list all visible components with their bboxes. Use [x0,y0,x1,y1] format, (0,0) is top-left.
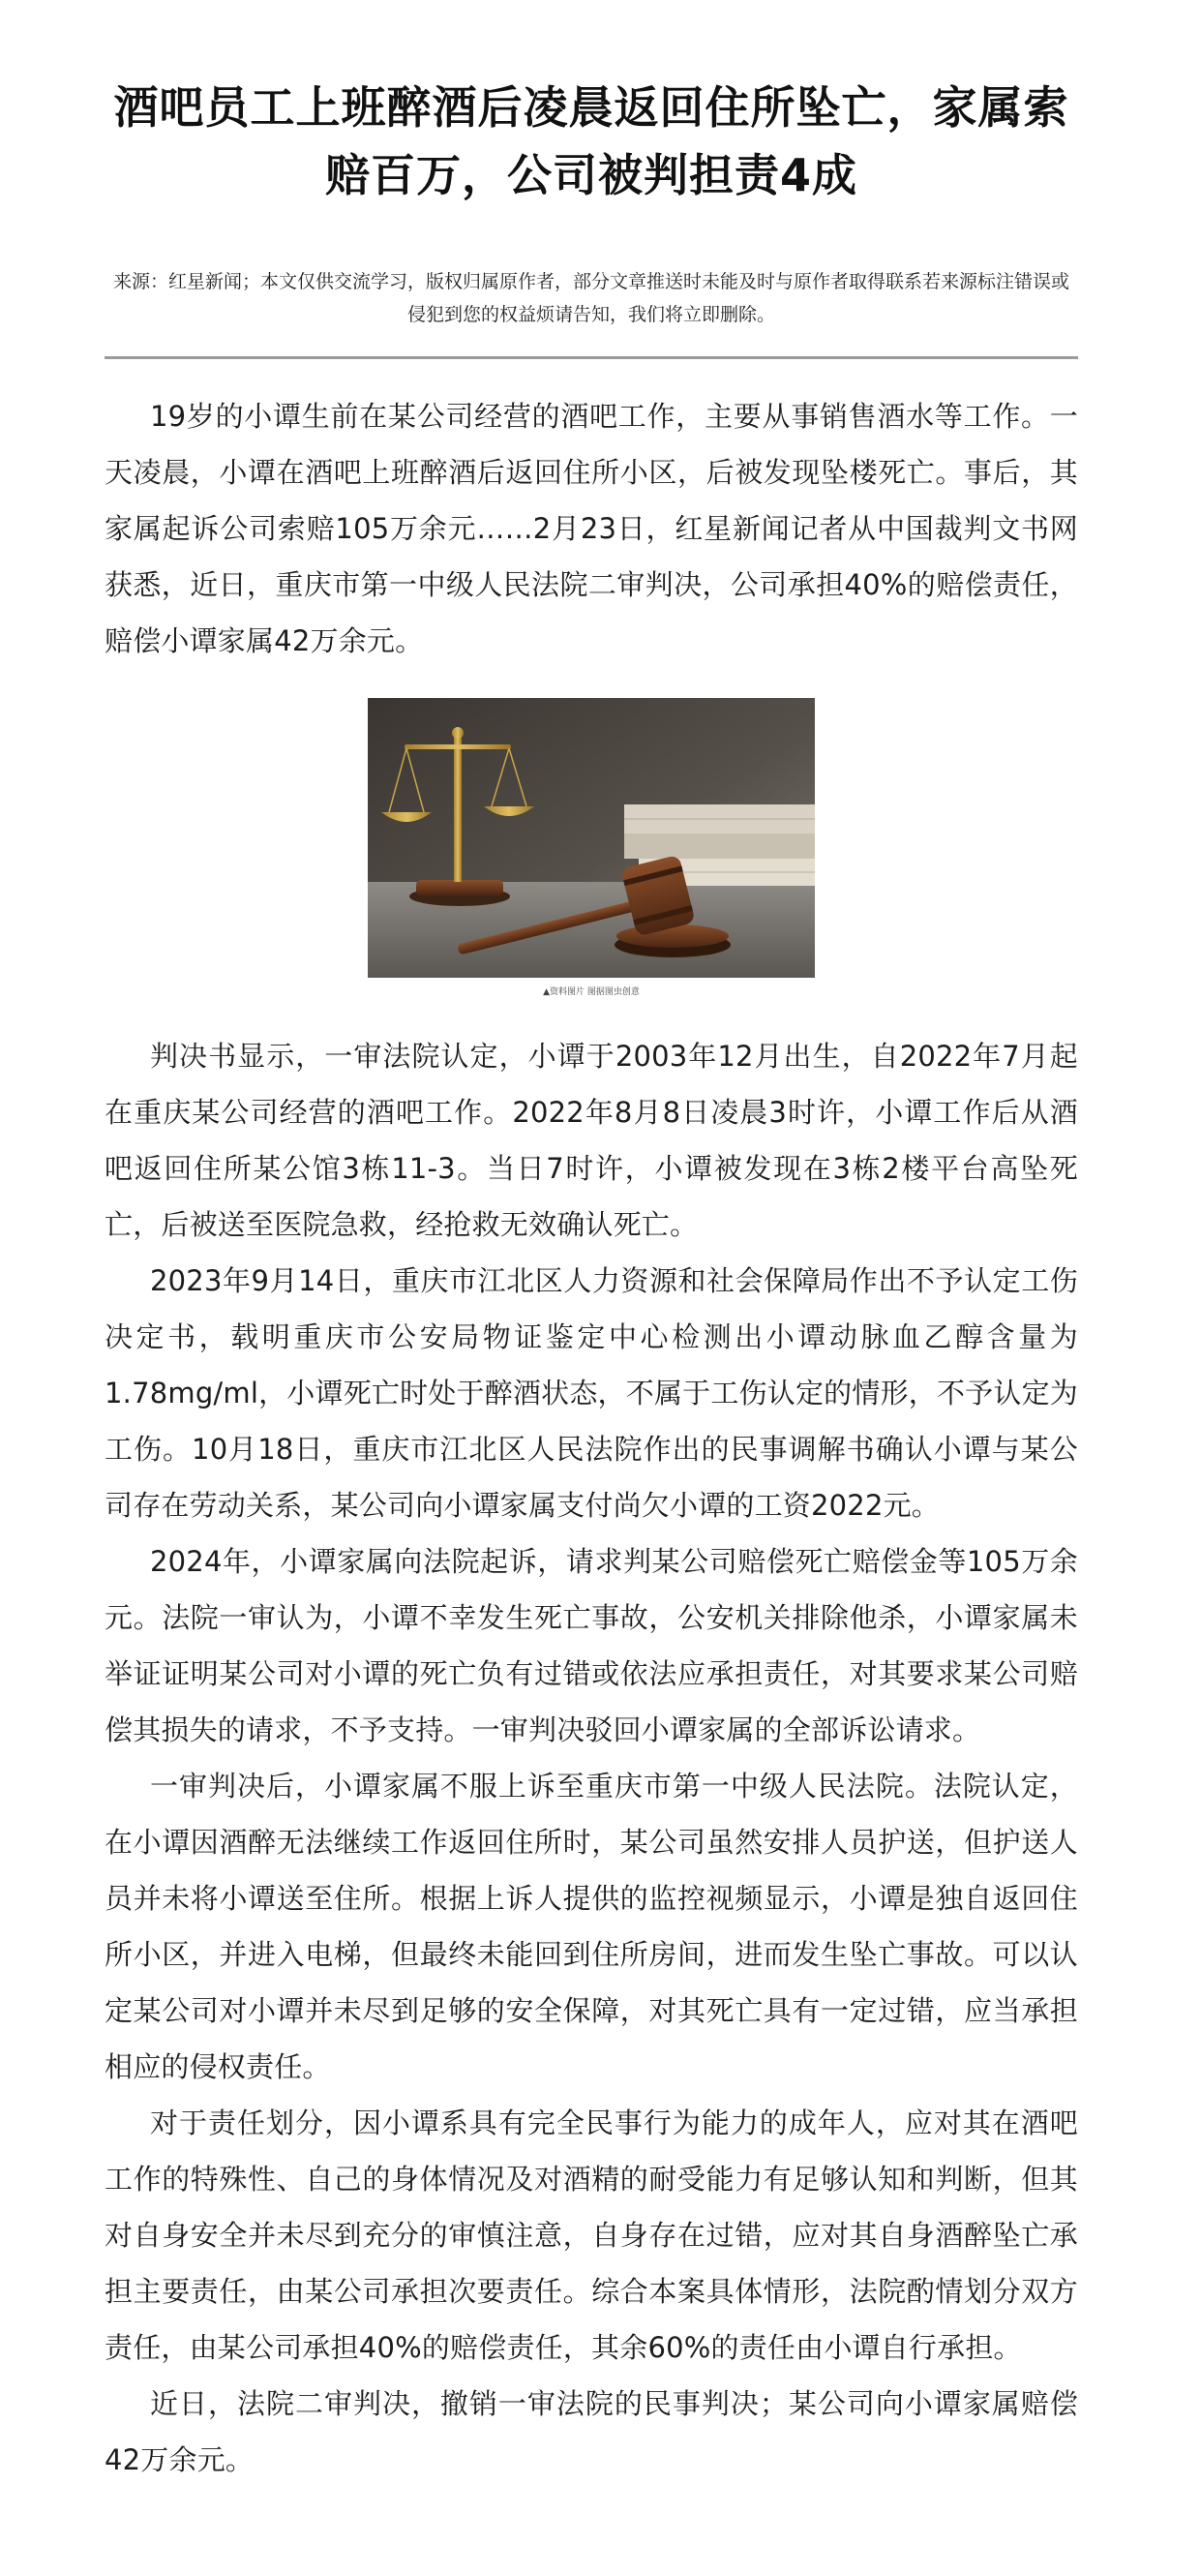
body-paragraph: 2024年，小谭家属向法院起诉，请求判某公司赔偿死亡赔偿金等105万余元。法院一审认为，小谭不幸发生死亡事故，公安机关排除他杀，小谭家属未举证证明某公司对小谭的死亡负有过错或依法应承担责任，对其要求某公司赔偿其损失的请求，不予支持。一审判决驳回小谭家属的全部诉讼请求。 [105,1545,1078,1746]
article [105,58,1078,2488]
article-figure [368,698,815,999]
scales-and-gavel-photo [368,698,815,978]
body-paragraph: 对于责任划分，因小谭系具有完全民事行为能力的成年人，应对其在酒吧工作的特殊性、自己的身体情况及对酒精的耐受能力有足够认知和判断，但其对自身安全并未尽到充分的审慎注意，自身存在过错，应对其自身酒醉坠亡承担主要责任，由某公司承担次要责任。综合本案具体情形，法院酌情划分双方责任，由某公司承担40%的赔偿责任，其余60%的责任由小谭自行承担。 [105,2106,1078,2364]
body-paragraph: 判决书显示，一审法院认定，小谭于2003年12月出生，自2022年7月起在重庆某公司经营的酒吧工作。2022年8月8日凌晨3时许，小谭工作后从酒吧返回住所某公馆3栋11-3。当日7时许，小谭被发现在3栋2楼平台高坠死亡，后被送至医院急救，经抢救无效确认死亡。 [105,1040,1078,1241]
body-paragraph: 2023年9月14日，重庆市江北区人力资源和社会保障局作出不予认定工伤决定书，载明重庆市公安局物证鉴定中心检测出小谭动脉血乙醇含量为1.78mg/ml，小谭死亡时处于醉酒状态，不属于工伤认定的情形，不予认定为工伤。10月18日，重庆市江北区人民法院作出的民事调解书确认小谭与某公司存在劳动关系，某公司向小谭家属支付尚欠小谭的工资2022元。 [105,1264,1078,1522]
intro-paragraph: 19岁的小谭生前在某公司经营的酒吧工作，主要从事销售酒水等工作。一天凌晨，小谭在酒吧上班醉酒后返回住所小区，后被发现坠楼死亡。事后，其家属起诉公司索赔105万余元……2月23日，红星新闻记者从中国裁判文书网获悉，近日，重庆市第一中级人民法院二审判决，公司承担40%的赔偿责任，赔偿小谭家属42万余元。 [105,400,1078,657]
header-divider [105,356,1078,359]
body-paragraph: 近日，法院二审判决，撤销一审法院的民事判决；某公司向小谭家属赔偿42万余元。 [105,2387,1078,2476]
article-title: 酒吧员工上班醉酒后凌晨返回住所坠亡，家属索赔百万，公司被判担责4成 [113,81,1069,201]
image-caption: ▲资料图片 图据图虫创意 [543,987,640,997]
body-paragraph: 一审判决后，小谭家属不服上诉至重庆市第一中级人民法院。法院认定，在小谭因酒醉无法继续工作返回住所时，某公司虽然安排人员护送，但护送人员并未将小谭送至住所。根据上诉人提供的监控视频显示，小谭是独自返回住所小区，并进入电梯，但最终未能回到住所房间，进而发生坠亡事故。可以认定某公司对小谭并未尽到足够的安全保障，对其死亡具有一定过错，应当承担相应的侵权责任。 [105,1770,1078,2083]
source-note: 来源：红星新闻；本文仅供交流学习，版权归属原作者，部分文章推送时未能及时与原作者取得联系若来源标注错误或侵犯到您的权益烦请告知，我们将立即删除。 [112,271,1069,325]
